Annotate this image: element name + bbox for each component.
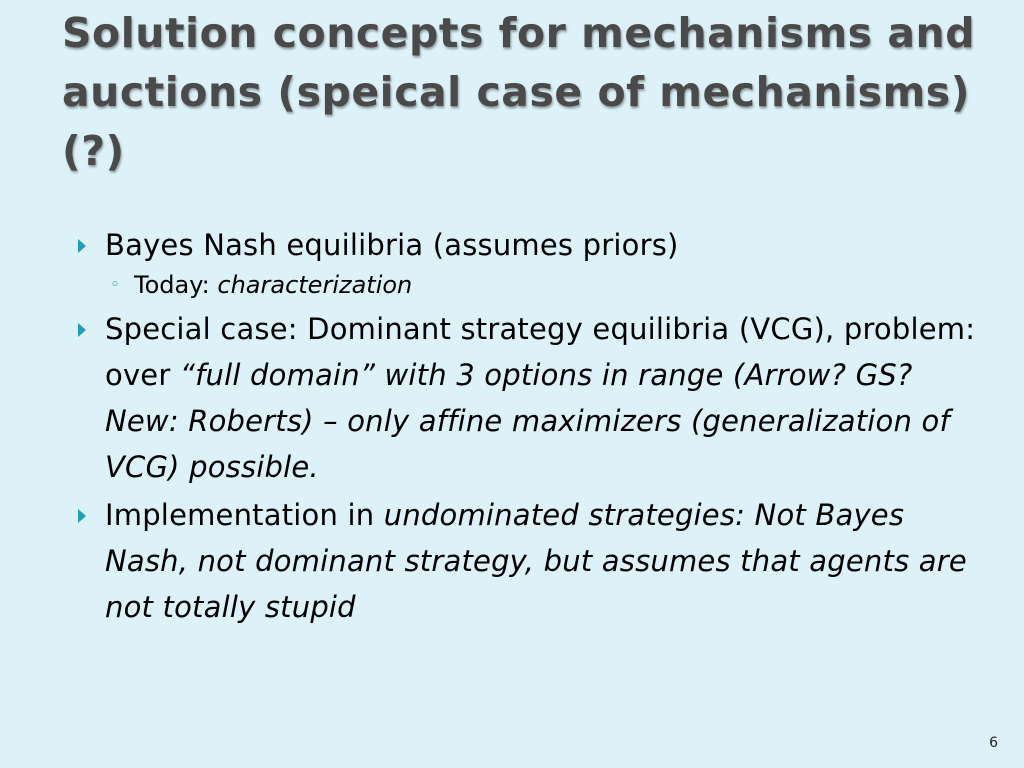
- sub-bullet-prefix: Today:: [134, 271, 218, 299]
- bullet-text-italic: “full domain” with 3 options in range (Arrow? GS? New: Roberts) – only affine maximizers (generalization of VCG) possible.: [105, 358, 950, 484]
- bullet-text: Special case: Dominant strategy equilibria (VCG), problem: over: [105, 312, 976, 392]
- bullet-item: [76, 492, 976, 630]
- sub-bullet-italic: characterization: [217, 271, 413, 299]
- slide-body: [76, 222, 976, 630]
- triangle-right-icon: [78, 509, 86, 523]
- sub-bullet-item: [76, 264, 976, 306]
- bullet-text: Bayes Nash equilibria (assumes priors): [105, 228, 679, 262]
- bullet-text-italic: undominated strategies: Not Bayes Nash, not dominant strategy, but assumes that agents are not totally stupid: [105, 498, 967, 624]
- slide-title: Solution concepts for mechanisms and auctions (speical case of mechanisms) (?): [62, 9, 976, 175]
- bullet-item: [76, 306, 976, 490]
- page-number: 6: [989, 735, 998, 751]
- triangle-right-icon: [78, 239, 86, 253]
- circle-outline-icon: ◦: [110, 275, 121, 295]
- bullet-item: [76, 222, 976, 268]
- bullet-text: Implementation in: [105, 498, 384, 532]
- triangle-right-icon: [78, 323, 86, 337]
